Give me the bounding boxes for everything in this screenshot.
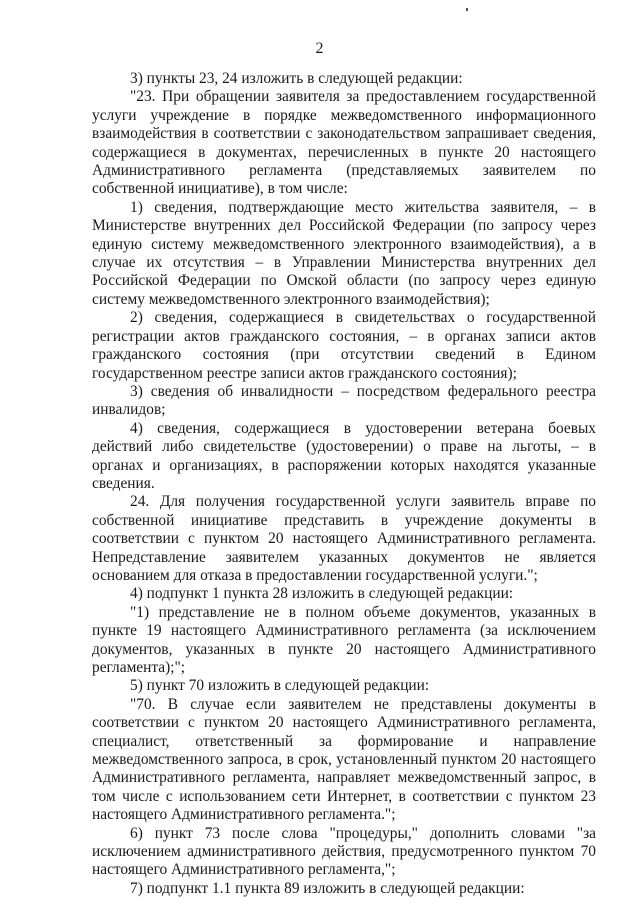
paragraph: 4) сведения, содержащиеся в удостоверении ветерана боевых действий либо свидетельстве (удостоверении) о праве на льготы, – в органах и организациях, в распоряжении которых находятся указанные сведения. (92, 419, 596, 492)
paragraph: "70. В случае если заявителем не представлены документы в соответствии с пунктом 20 настоящего Административного регламента, специалист, ответственный за формирование и направление межведомственного запроса, в срок, установленный пунктом 20 настоящего Административного регламента, направляет межведомственный запрос, в том числе с использованием сети Интернет, в соответствии с пунктом 23 настоящего Административного регламента."; (92, 695, 596, 824)
paragraph: 3) сведения об инвалидности – посредством федерального реестра инвалидов; (92, 382, 596, 419)
paragraph: 4) подпункт 1 пункта 28 изложить в следующей редакции: (130, 585, 514, 603)
paragraph: 5) пункт 70 изложить в следующей редакции: (130, 677, 430, 695)
paragraph: "23. При обращении заявителя за предоставлением государственной услуги учреждение в порядке межведомственного информационного взаимодействия в соответствии с законодательством запрашивает сведения, содержащиеся в документах, перечисленных в пункте 20 настоящего Административного регламента (представляемых заявителем по собственной инициативе), в том числе: (92, 88, 596, 198)
paragraph: 1) сведения, подтверждающие место жительства заявителя, – в Министерстве внутренних дел Российской Федерации (по запросу через единую систему межведомственного электронного взаимодействия), а в случае их отсутствия – в Управлении Министерства внутренних дел Российской Федерации по Омской области (по запросу через единую систему межведомственного электронного взаимодействия); (92, 198, 596, 308)
paragraph: 2) сведения, содержащиеся в свидетельствах о государственной регистрации актов гражданского состояния, – в органах записи актов гражданского состояния (при отсутствии сведений в Едином государственном реестре записи актов гражданского состояния); (92, 309, 596, 382)
document-body (92, 70, 596, 898)
paragraph: 3) пункты 23, 24 изложить в следующей редакции: (130, 70, 463, 87)
paragraph: 24. Для получения государственной услуги заявитель вправе по собственной инициативе представить в учреждение документы в соответствии с пунктом 20 настоящего Административного регламента. Непредставление заявителем указанных документов не является основанием для отказа в предоставлении государственной услуги."; (92, 493, 596, 584)
page-number: 2 (315, 40, 324, 57)
paragraph: 6) пункт 73 после слова "процедуры," дополнить словами "за исключением административного действия, предусмотренного пунктом 70 настоящего Административного регламента,"; (92, 824, 596, 879)
paragraph: "1) представление не в полном объеме документов, указанных в пункте 19 настоящего Административного регламента (за исключением документов, указанных в пункте 20 настоящего Административного регламента);"; (92, 603, 596, 676)
scan-speck (466, 8, 468, 11)
paragraph: 7) подпункт 1.1 пункта 89 изложить в следующей редакции: (130, 879, 525, 897)
